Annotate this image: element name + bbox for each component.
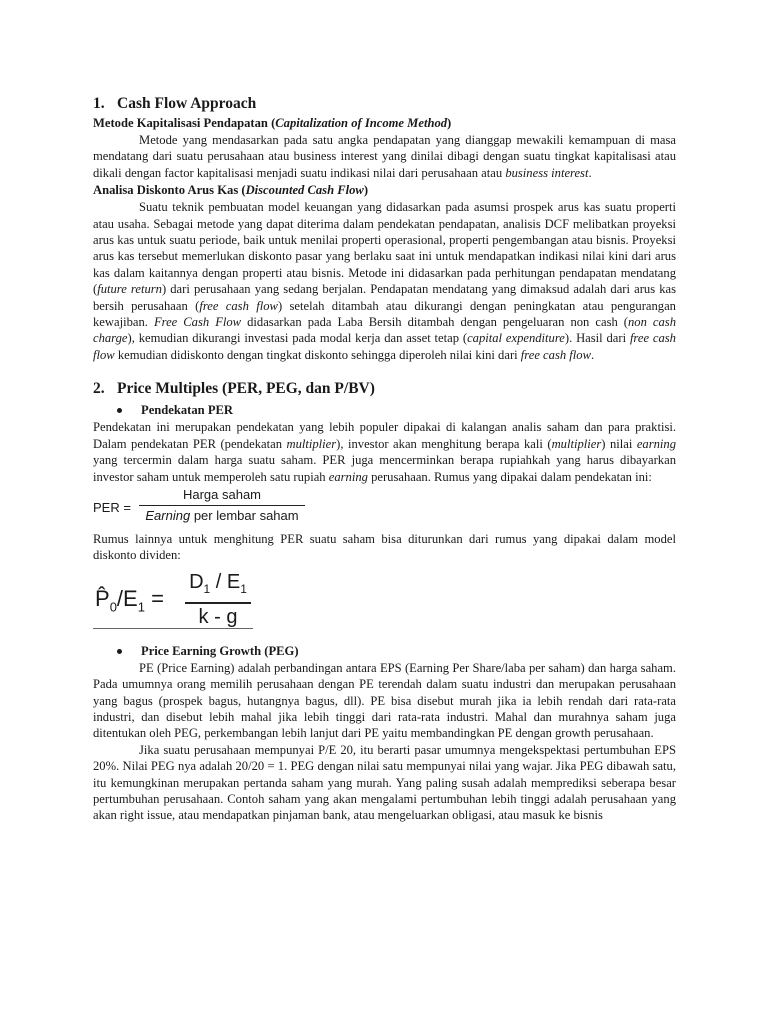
dividend-formula-numerator <box>185 569 251 602</box>
dividend-formula-lhs <box>95 586 164 614</box>
subheading-capitalization <box>93 114 676 132</box>
formula-underline <box>93 628 253 629</box>
paragraph-text: didasarkan pada Laba Bersih ditambah dengan pengeluaran non cash ( <box>241 315 628 330</box>
paragraph-italic: free cash flow <box>93 331 676 362</box>
paragraph-capitalization <box>93 132 676 181</box>
subheading-capitalization-tail: ) <box>447 116 452 130</box>
subscript: 0 <box>109 599 117 615</box>
paragraph-text: ) dari perusahaan yang sedang berjalan. Pendapatan mendatang yang dimaksud adalah dari arus kas bersih perusahaan ( <box>93 282 676 313</box>
paragraph-text: kemudian didiskonto dengan tingkat diskonto sehingga diperoleh nilai kini dari <box>114 347 521 362</box>
paragraph-text: ), investor akan menghitung berapa kali ( <box>336 436 552 451</box>
paragraph-italic: non cash charge <box>93 315 677 346</box>
per-formula-denominator-italic: Earning <box>145 507 191 523</box>
section-1-number: 1. <box>93 95 105 112</box>
paragraph-text: yang tercermin dalam harga suatu saham. PER juga mencerminkan berapa rupiahkah yang harus dibayarkan investor saham untuk memperoleh satu rupiah <box>93 453 676 484</box>
paragraph-italic: multiplier <box>286 436 337 451</box>
per-formula-denominator <box>139 508 305 524</box>
paragraph-text: Metode yang mendasarkan pada satu angka pendapatan yang dianggap mewakili kemampuan di masa mendatang dari suatu perusahaan atau business interest yang dinilai dibagi dengan suatu tingkat kapitalisasi atau dikali dengan factor kapitalisasi menjadi suatu indikasi nilai dari perusahaan atau <box>93 133 676 180</box>
paragraph-text: ). Hasil dari <box>564 331 630 346</box>
bullet-peg-label: Price Earning Growth (PEG) <box>141 643 299 658</box>
paragraph-per <box>93 419 676 485</box>
section-2-heading <box>93 379 676 399</box>
per-formula-fraction <box>139 486 305 524</box>
subscript: 1 <box>137 599 145 615</box>
fraction-bar <box>139 505 305 506</box>
paragraph-text: ) nilai <box>601 436 637 451</box>
dividend-formula-fraction <box>185 569 251 628</box>
per-formula-numerator: Harga saham <box>182 486 262 502</box>
paragraph-per-alt: Rumus lainnya untuk menghitung PER suatu saham bisa diturunkan dari rumus yang dipakai dalam model diskonto dividen: <box>93 531 676 563</box>
p-hat-symbol: P̂ <box>95 585 110 611</box>
section-1-heading <box>93 94 676 114</box>
paragraph-italic: earning <box>636 436 676 451</box>
subheading-capitalization-lead: Metode Kapitalisasi Pendapatan ( <box>93 116 276 130</box>
paragraph-italic: free cash flow <box>199 298 278 313</box>
paragraph-italic: business interest <box>505 165 589 180</box>
per-formula-lhs: PER = <box>93 499 131 515</box>
subheading-capitalization-italic: Capitalization of Income Method <box>275 116 448 130</box>
section-2-title: Price Multiples (PER, PEG, dan P/BV) <box>117 380 375 398</box>
per-formula <box>93 485 676 531</box>
paragraph-text: . <box>591 347 595 362</box>
dividend-discount-formula <box>93 568 676 630</box>
paragraph-text: ), kemudian dikurangi investasi pada modal kerja dan asset tetap ( <box>127 331 468 346</box>
subheading-dcf-italic: Discounted Cash Flow <box>245 183 364 198</box>
subheading-dcf <box>93 181 676 199</box>
paragraph-text: perusahaan. Rumus yang dipakai dalam pendekatan ini: <box>367 469 652 484</box>
per-formula-denominator-rest: per lembar saham <box>190 507 299 523</box>
paragraph-text: ) setelah ditambah atau dikurangi dengan peningkatan atau pengurangan kewajiban. <box>93 298 676 330</box>
paragraph-italic: free cash flow <box>520 347 591 362</box>
dividend-formula-denominator: k - g <box>198 605 238 628</box>
bullet-per <box>93 401 676 419</box>
paragraph-peg-1: PE (Price Earning) adalah perbandingan antara EPS (Earning Per Share/laba per saham) dan harga saham. Pada umumnya orang memilih perusahaan dengan PE terendah dalam suatu industri dan merupakan perusahaan yang bagus (prospek bagus, hutangnya bagus, dll). PE bisa disebut murah jika ia lebih rendah dari rata-rata industri, dan disebut lebih mahal jika lebih tinggi dari rata-rata industri. Mahal dan murahnya saham juga ditentukan oleh PEG, perkembangan lebih lanjut dari PE yaitu membandingkan PE dengan growth perusahaan. <box>93 660 676 741</box>
paragraph-peg-2: Jika suatu perusahaan mempunyai P/E 20, itu berarti pasar umumnya mengekspektasi pertumbuhan EPS 20%. Nilai PEG nya adalah 20/20 = 1. PEG dengan nilai satu mempunyai nilai yang wajar. Jika PEG dibawah satu, itu kemungkinan merupakan pertanda saham yang murah. Yang paling susah adalah memprediksi seberapa besar pertumbuhan perusahaan. Contoh saham yang akan mengalami pertumbuhan lebih tinggi adalah perusahaan yang akan right issue, atau mendapatkan pinjaman bank, atau mengeluarkan obligasi, atau masuk ke bisnis <box>93 742 676 823</box>
section-1-title: Cash Flow Approach <box>117 95 257 112</box>
d-symbol: D <box>189 570 204 593</box>
subheading-dcf-tail: ) <box>363 183 369 198</box>
paragraph-italic: future return <box>97 282 162 297</box>
paragraph-italic: multiplier <box>551 436 602 451</box>
paragraph-italic: earning <box>328 469 368 484</box>
paragraph-italic: Free Cash Flow <box>153 315 242 330</box>
paragraph-text: . <box>588 165 592 180</box>
paragraph-dcf <box>93 199 676 363</box>
fraction-bar <box>185 602 251 604</box>
subscript: 1 <box>203 581 211 596</box>
slash-e-symbol: /E <box>116 585 138 611</box>
equals-sign: = <box>144 585 164 611</box>
slash-e-symbol: / E <box>210 570 241 593</box>
paragraph-text: Suatu teknik pembuatan model keuangan yang didasarkan pada asumsi prospek arus kas suatu properti atau usaha. Sebagai metode yang dapat diterima dalam pendekatan pendapatan, analisis DCF melibatkan proyeksi arus kas untuk suatu periode, baik untuk menilai properti operasional, properti pengembangan atau bisnis. Proyeksi arus kas tersebut memerlukan diskonto pasar yang berlaku saat ini untuk mendapatkan indikasi nilai kini dari arus kas dalam kaitannya dengan properti atau bisnis. Metode ini didasarkan pada perhitungan pendapatan mendatang ( <box>93 200 676 297</box>
paragraph-italic: capital expenditure <box>467 331 565 346</box>
subscript: 1 <box>240 581 247 596</box>
bullet-peg <box>93 642 676 660</box>
bullet-per-label: Pendekatan PER <box>141 403 234 418</box>
paragraph-text: Pendekatan ini merupakan pendekatan yang lebih populer dipakai di kalangan analis saham dan para praktisi. Dalam pendekatan PER (pendekatan <box>93 420 676 451</box>
section-2-number: 2. <box>93 380 105 398</box>
bullet-dot-icon <box>117 649 122 654</box>
subheading-dcf-lead: Analisa Diskonto Arus Kas ( <box>93 183 246 198</box>
